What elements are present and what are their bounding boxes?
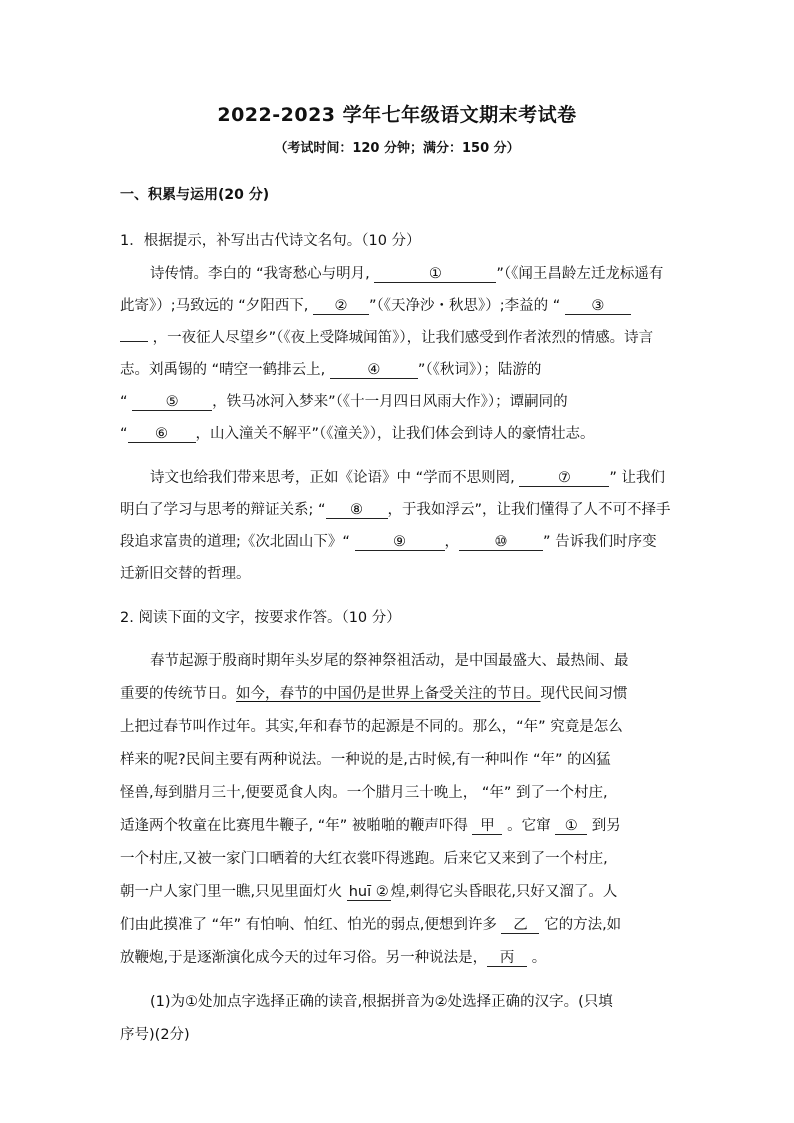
underlined-sentence: 如今，春节的中国仍是世界上备受关注的节日。 xyxy=(236,686,541,702)
reading-line: 放鞭炮,于是逐渐演化成今天的过年习俗。另一种说法是， 丙 。 xyxy=(120,950,547,966)
reading-line: 上把过春节叫作过年。其实,年和春节的起源是不同的。那么，“年” 究竟是怎么 xyxy=(120,719,623,735)
q1-line: ，一夜征人尽望乡”（《夜上受降城闻笛》），让我们感受到作者浓烈的情感。诗言 xyxy=(120,326,653,347)
page-title: 2022-2023 学年七年级语文期末考试卷 xyxy=(217,104,577,126)
q1-line: “ ⑤ ，铁马冰河入梦来”（《十一月四日风雨大作》）；谭嗣同的 xyxy=(120,394,568,410)
reading-line: 春节起源于殷商时期年头岁尾的祭神祭祖活动，是中国最盛大、最热闹、最 xyxy=(150,653,629,669)
answer-blank[interactable]: ⑤ xyxy=(132,394,212,411)
question-2-prompt: 2. 阅读下面的文字，按要求作答。（10 分） xyxy=(120,610,401,626)
answer-blank[interactable]: ⑧ xyxy=(326,502,388,519)
answer-blank[interactable]: ④ xyxy=(330,362,418,379)
reading-line: 们由此摸准了 “年” 有怕响、怕红、怕光的弱点,便想到许多 乙 它的方法,如 xyxy=(120,917,622,933)
exam-info: （考试时间：120 分钟；满分：150 分） xyxy=(274,141,520,156)
reading-line: 适逢两个牧童在比赛甩牛鞭子, “年” 被啪啪的鞭声吓得 甲 。它窜 ① 到另 xyxy=(120,818,621,834)
reading-line: 样来的呢?民间主要有两种说法。一种说的是,古时候,有一种叫作 “年” 的凶猛 xyxy=(120,752,611,768)
answer-blank[interactable]: ⑨ xyxy=(355,534,445,551)
reading-line: 重要的传统节日。如今，春节的中国仍是世界上备受关注的节日。现代民间习惯 xyxy=(120,686,628,702)
answer-blank[interactable]: ③ xyxy=(565,298,631,315)
answer-blank[interactable]: ⑦ xyxy=(519,470,609,487)
sub-question-1-cont: 序号)(2分) xyxy=(120,1027,190,1043)
reading-line: 怪兽,每到腊月三十,便要觅食人肉。一个腊月三十晚上， “年” 到了一个村庄, xyxy=(120,785,608,801)
fill-blank-bing[interactable]: 丙 xyxy=(487,950,527,967)
q1-line: 诗传情。李白的 “我寄愁心与明月, ① ”（《闻王昌龄左迁龙标遥有 xyxy=(150,266,664,282)
q1-line: 诗文也给我们带来思考，正如《论语》中 “学而不思则罔, ⑦ ” 让我们 xyxy=(150,470,665,486)
fill-blank-yi[interactable]: 乙 xyxy=(501,917,539,934)
sub-question-1: (1)为①处加点字选择正确的读音,根据拼音为②处选择正确的汉字。(只填 xyxy=(150,994,613,1010)
reading-line: 一个村庄,又被一家门口晒着的大红衣裳吓得逃跑。后来它又来到了一个村庄, xyxy=(120,851,608,867)
q1-line: 志。刘禹锡的 “晴空一鹤排云上, ④ ”（《秋词》）；陆游的 xyxy=(120,362,542,378)
answer-blank[interactable]: ① xyxy=(374,266,496,283)
pinyin-blank-2[interactable]: huī ② xyxy=(348,884,389,900)
answer-blank[interactable]: ② xyxy=(313,298,369,315)
q1-line: 明白了学习与思考的辩证关系; “ ⑧ ，于我如浮云”，让我们懂得了人不可不择手 xyxy=(120,502,671,518)
answer-blank[interactable] xyxy=(120,341,148,342)
section-heading: 一、积累与运用(20 分) xyxy=(120,187,270,203)
q1-line: 迁新旧交替的哲理。 xyxy=(120,566,251,582)
q1-line: “ ⑥ ，山入潼关不解平”（《潼关》），让我们体会到诗人的豪情壮志。 xyxy=(120,426,595,442)
marked-char-1[interactable]: ① xyxy=(555,818,587,835)
answer-blank[interactable]: ⑩ xyxy=(459,534,543,551)
reading-line: 朝一户人家门里一瞧,只见里面灯火 huī ② 煌,刺得它头昏眼花,只好又溜了。人 xyxy=(120,884,618,900)
answer-blank[interactable]: ⑥ xyxy=(128,426,196,443)
question-1-prompt: 1．根据提示，补写出古代诗文名句。（10 分） xyxy=(120,233,421,249)
q1-line: 段追求富贵的道理;《次北固山下》“ ⑨ ， ⑩ ” 告诉我们时序变 xyxy=(120,534,657,550)
q1-line: 此寄》）;马致远的 “夕阳西下, ② ”（《天净沙・秋思》）;李益的 “ ③ xyxy=(120,294,631,315)
fill-blank-jia[interactable]: 甲 xyxy=(472,818,502,835)
